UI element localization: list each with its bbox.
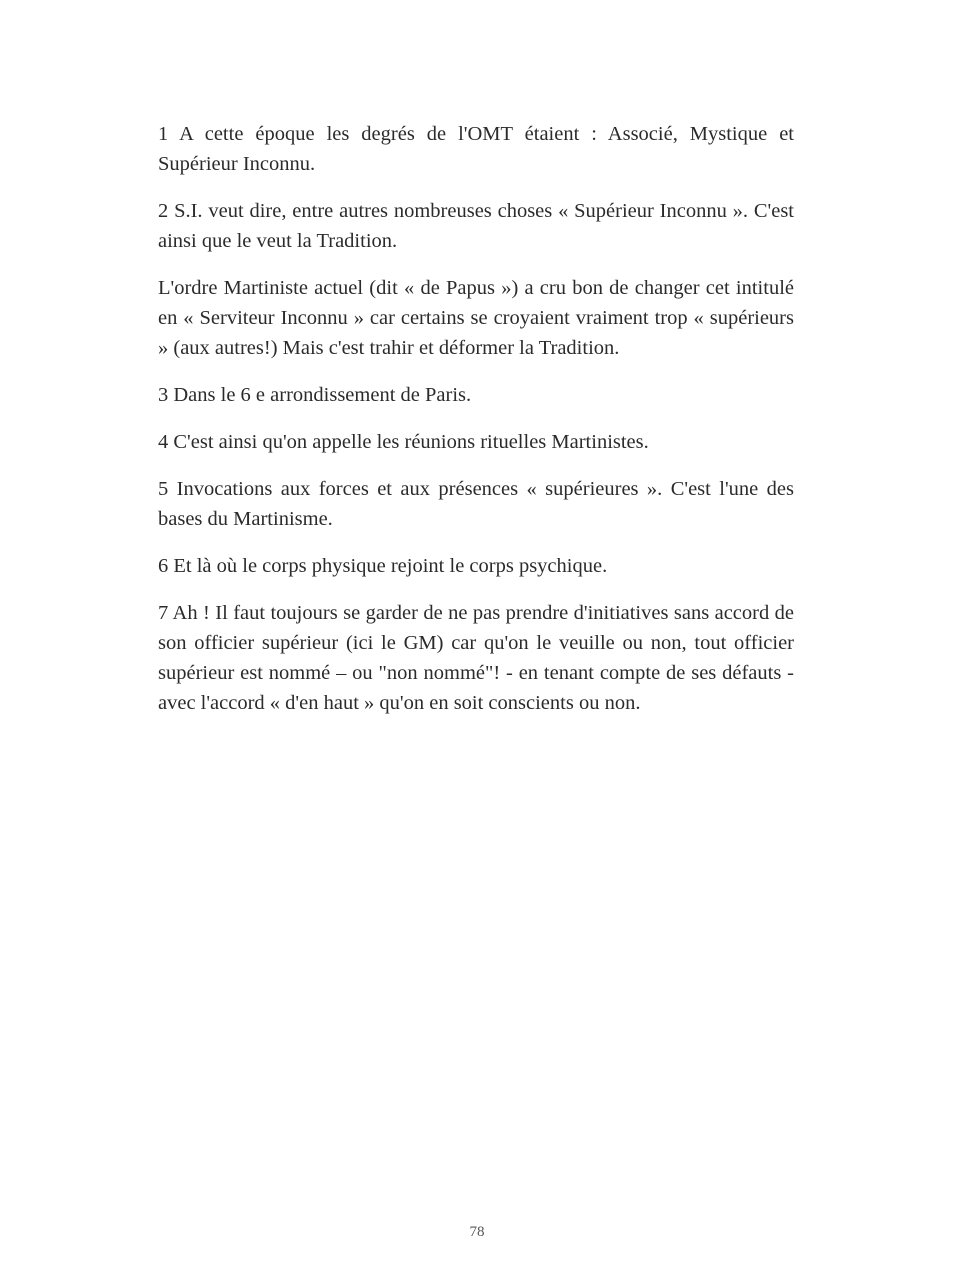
footnote-4: 4 C'est ainsi qu'on appelle les réunions rituelles Martinistes. bbox=[158, 431, 649, 453]
footnote-2: 2 S.I. veut dire, entre autres nombreuses choses « Supérieur Inconnu ». C'est ainsi que le veut la Tradition. bbox=[158, 200, 794, 252]
footnote-2-continuation: L'ordre Martiniste actuel (dit « de Papus ») a cru bon de changer cet intitulé en « Serviteur Inconnu » car certains se croyaient vraiment trop « supérieurs » (aux autres!) Mais c'est trahir et déformer la Tradition. bbox=[158, 277, 794, 359]
footnotes-block bbox=[158, 119, 794, 735]
footnote-5: 5 Invocations aux forces et aux présences « supérieures ». C'est l'une des bases du Martinisme. bbox=[158, 478, 794, 530]
footnote-1: 1 A cette époque les degrés de l'OMT étaient : Associé, Mystique et Supérieur Inconnu. bbox=[158, 123, 794, 175]
page-number: 78 bbox=[469, 1224, 485, 1240]
footnote-3: 3 Dans le 6 e arrondissement de Paris. bbox=[158, 384, 472, 406]
footnote-7: 7 Ah ! Il faut toujours se garder de ne pas prendre d'initiatives sans accord de son officier supérieur (ici le GM) car qu'on le veuille ou non, tout officier supérieur est nommé – ou "non nommé"! - en tenant compte de ses défauts - avec l'accord « d'en haut » qu'on en soit conscients ou non. bbox=[158, 602, 794, 714]
footnote-6: 6 Et là où le corps physique rejoint le corps psychique. bbox=[158, 555, 608, 577]
